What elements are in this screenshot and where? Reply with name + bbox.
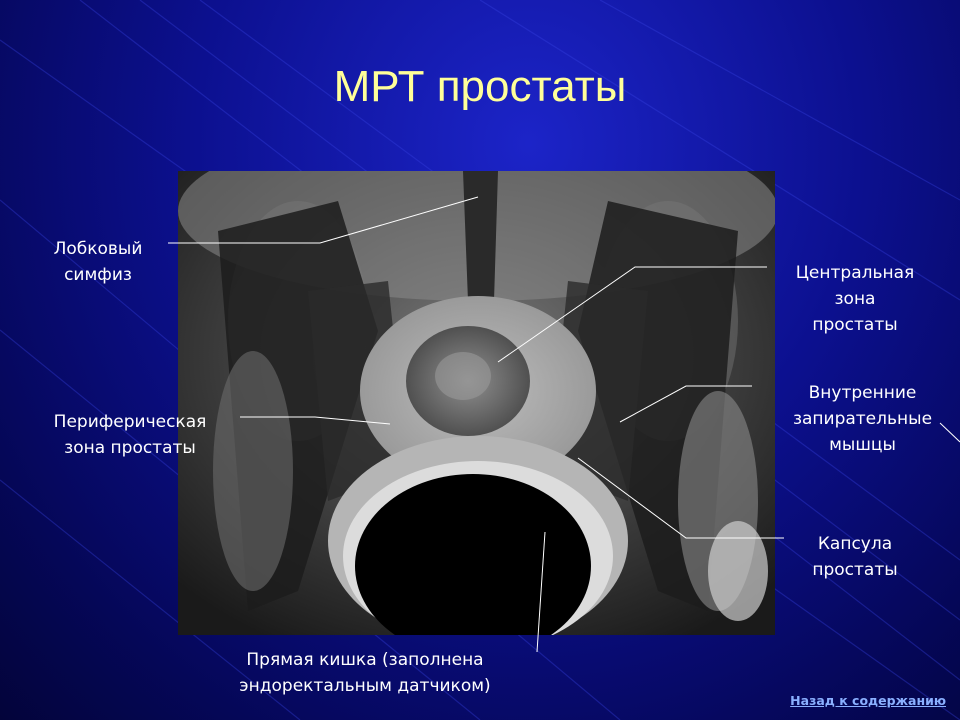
label-central-zone: Центральная зона простаты	[795, 263, 915, 335]
back-to-contents-link[interactable]: Назад к содержанию	[790, 693, 946, 708]
label-pubic-symphysis: Лобковый симфиз	[53, 239, 143, 285]
mri-image	[178, 171, 775, 635]
slide-title: МРТ простаты	[333, 62, 627, 111]
label-rectum: Прямая кишка (заполнена эндоректальным датчиком)	[239, 650, 491, 696]
label-peripheral-zone: Периферическая зона простаты	[53, 412, 207, 458]
label-capsule: Капсула простаты	[812, 534, 898, 580]
label-obturator-muscles: Внутренние запирательные мышцы	[792, 383, 933, 455]
mri-drawing	[178, 171, 775, 635]
